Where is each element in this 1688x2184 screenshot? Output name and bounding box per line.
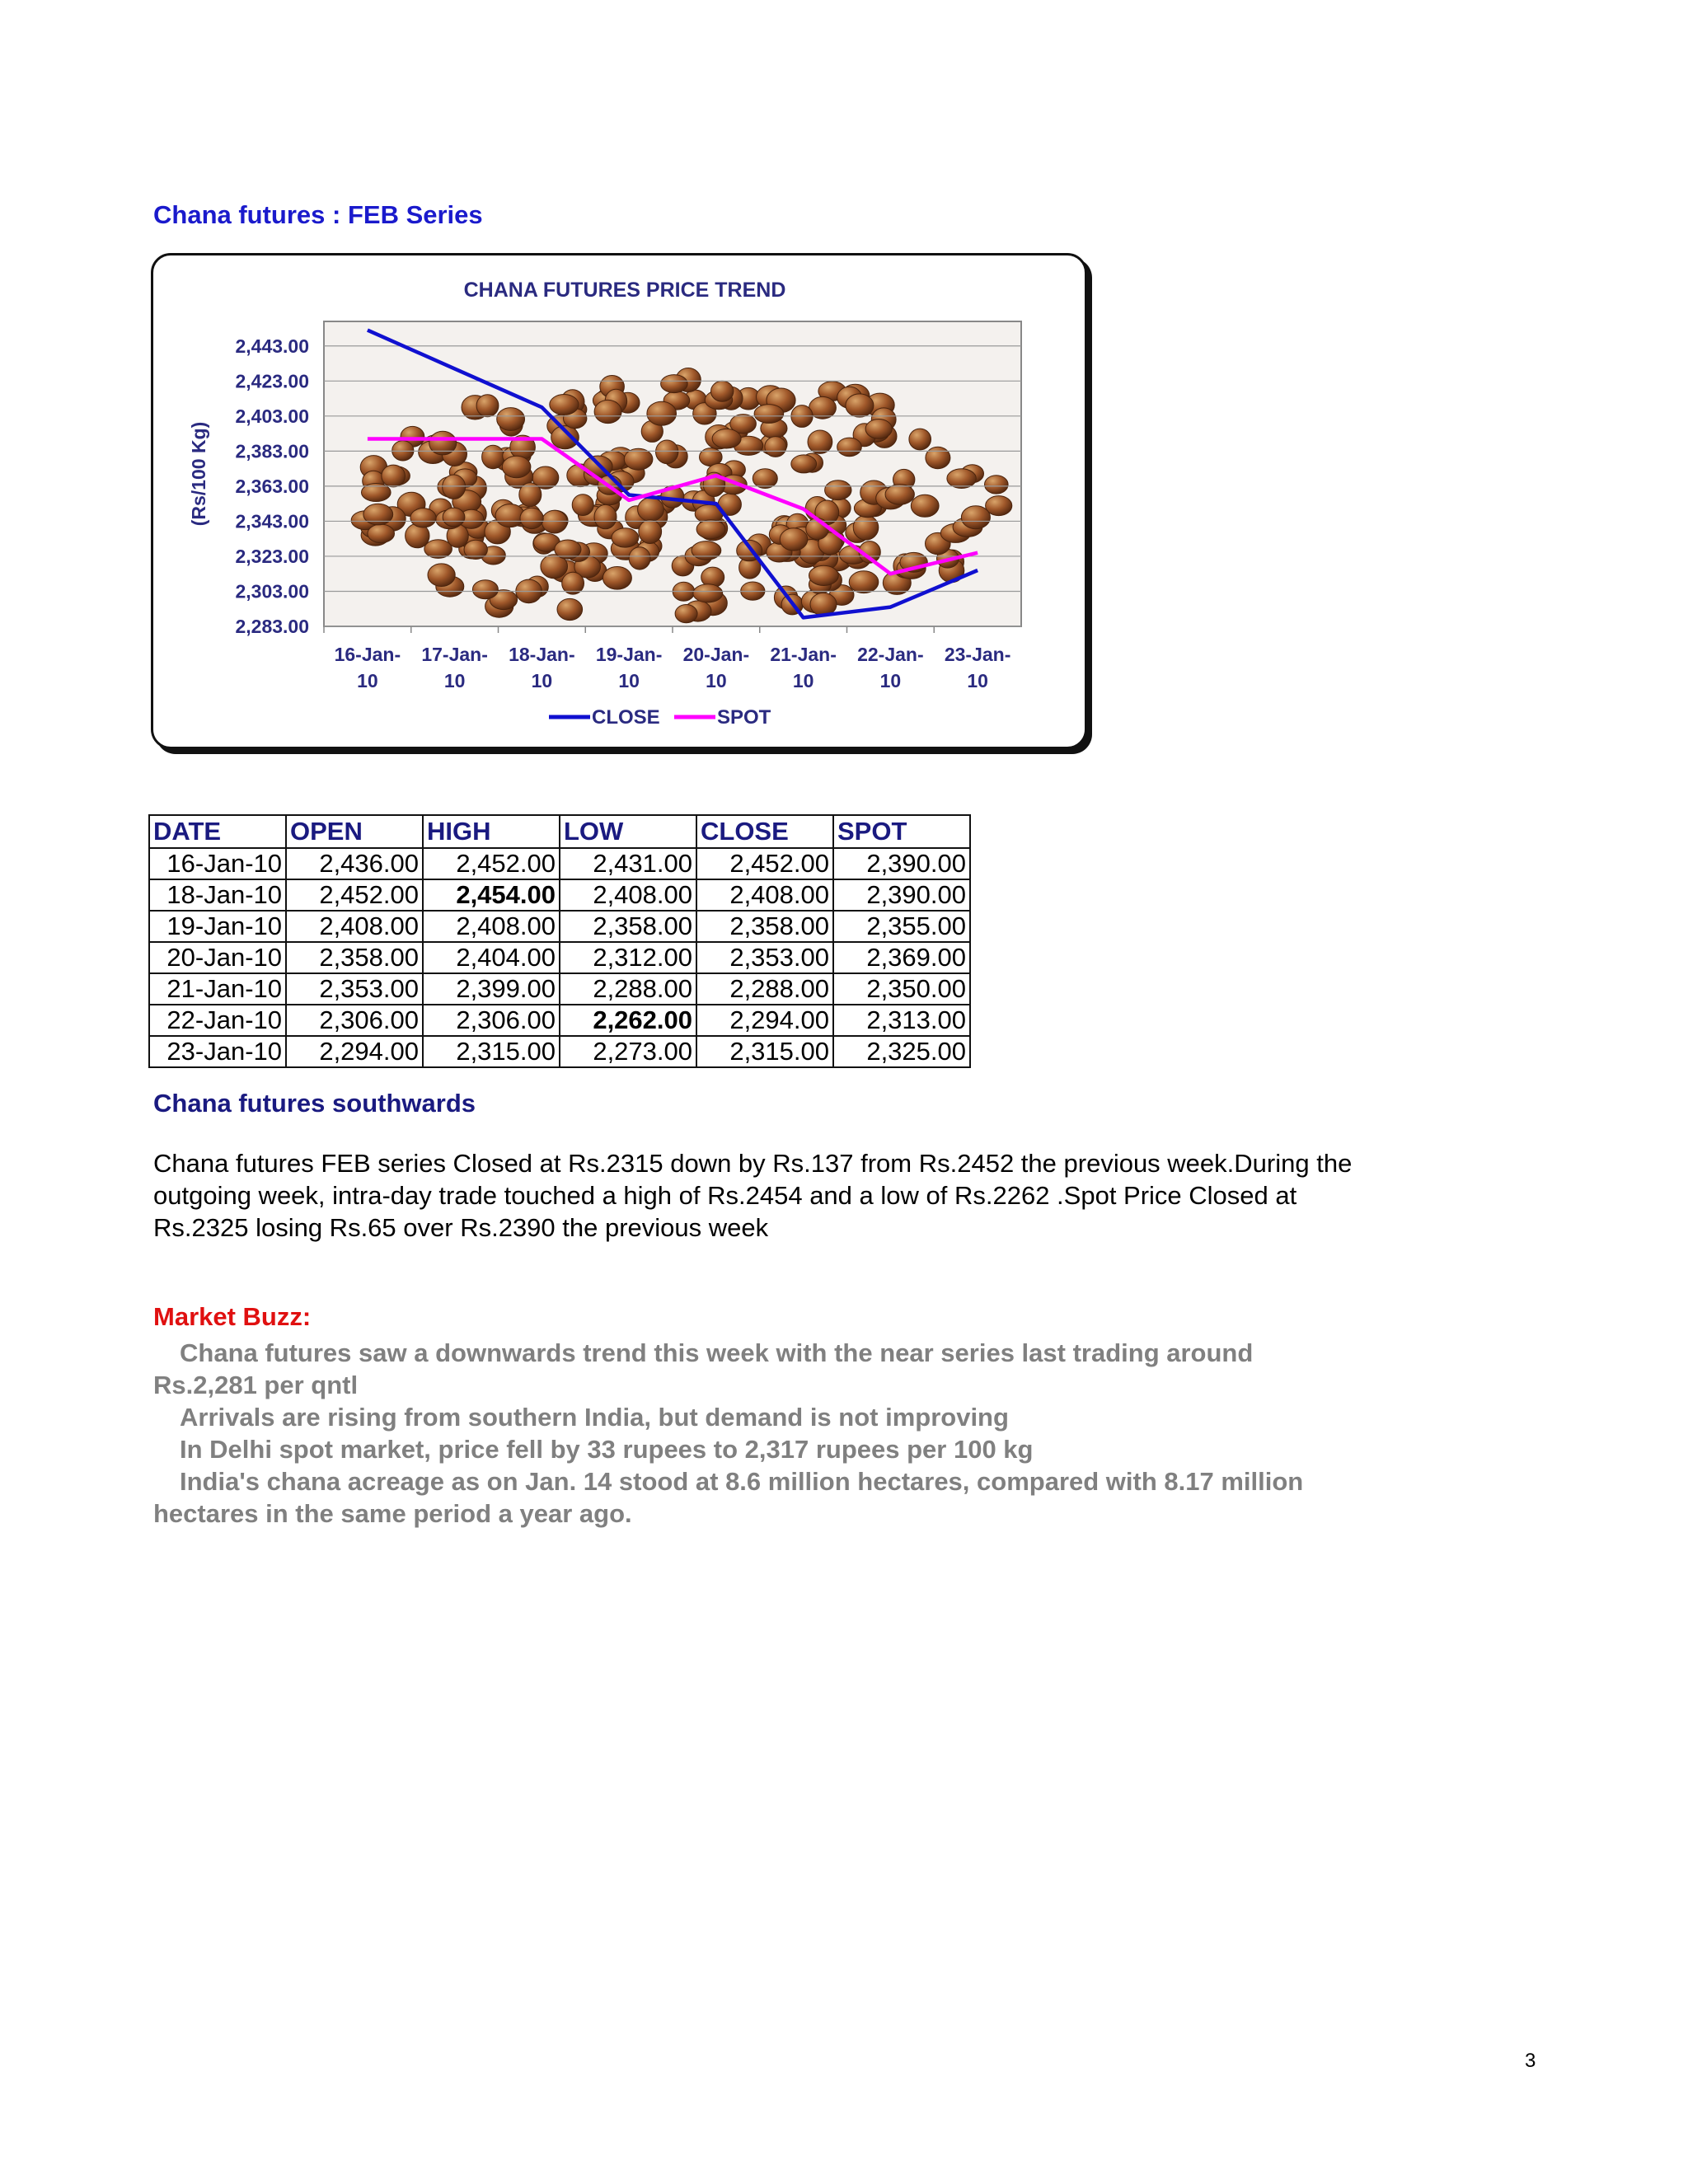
y-tick-label: 2,363.00 — [235, 475, 309, 497]
price-table — [148, 814, 971, 1068]
y-tick-label: 2,383.00 — [235, 440, 309, 462]
table-cell: 2,325.00 — [833, 1036, 970, 1067]
y-tick-label: 2,443.00 — [235, 335, 309, 357]
table-cell: 18-Jan-10 — [149, 879, 286, 911]
chart-canvas — [153, 255, 1085, 747]
table-cell: 2,436.00 — [286, 848, 423, 879]
x-tick-label: 10 — [618, 670, 640, 691]
price-trend-chart — [151, 253, 1087, 749]
grain — [711, 381, 734, 401]
table-cell: 16-Jan-10 — [149, 848, 286, 879]
table-row — [149, 1036, 970, 1067]
table-cell: 2,315.00 — [423, 1036, 560, 1067]
grain — [849, 571, 879, 593]
x-tick-label: 23-Jan- — [944, 644, 1011, 665]
grain — [961, 506, 990, 529]
table-cell: 2,399.00 — [423, 973, 560, 1005]
table-cell: 22-Jan-10 — [149, 1005, 286, 1036]
plot-area — [324, 321, 1021, 626]
grain — [809, 565, 839, 585]
grain — [911, 494, 939, 517]
grain — [638, 498, 664, 522]
table-cell: 2,306.00 — [286, 1005, 423, 1036]
column-header: SPOT — [833, 815, 970, 848]
grain — [696, 520, 725, 539]
table-cell: 2,288.00 — [696, 973, 833, 1005]
table-cell: 2,353.00 — [696, 942, 833, 973]
x-tick-label: 10 — [706, 670, 727, 691]
grain — [428, 564, 455, 587]
grain — [363, 504, 393, 525]
table-cell: 2,306.00 — [423, 1005, 560, 1036]
table-cell: 2,452.00 — [696, 848, 833, 879]
table-cell: 2,350.00 — [833, 973, 970, 1005]
buzz-item: India's chana acreage as on Jan. 14 stood at 8.6 million hectares, compared with 8.17 million hectares in the same period a year ago. — [153, 1467, 1304, 1528]
table-cell: 2,288.00 — [560, 973, 696, 1005]
grain — [482, 445, 504, 468]
grain — [656, 440, 678, 464]
table-cell: 2,358.00 — [286, 942, 423, 973]
x-tick-label: 21-Jan- — [770, 644, 837, 665]
grain — [765, 437, 786, 457]
grain — [780, 528, 808, 551]
table-cell: 2,408.00 — [286, 911, 423, 942]
grain — [754, 405, 784, 424]
grain — [647, 401, 677, 425]
chart-section-heading: Chana futures : FEB Series — [153, 200, 483, 229]
table-cell: 2,262.00 — [560, 1005, 696, 1036]
table-cell: 2,390.00 — [833, 879, 970, 911]
grain — [424, 540, 452, 559]
y-axis-label: (Rs/100 Kg) — [188, 421, 209, 527]
grain — [947, 469, 976, 489]
x-tick-label: 10 — [443, 670, 466, 691]
grain — [753, 469, 777, 489]
table-cell: 2,431.00 — [560, 848, 696, 879]
grain — [542, 510, 567, 533]
table-cell: 2,313.00 — [833, 1005, 970, 1036]
grain — [639, 520, 662, 544]
table-row — [149, 911, 970, 942]
table-cell: 2,273.00 — [560, 1036, 696, 1067]
grain — [629, 547, 650, 569]
grain — [612, 528, 639, 547]
column-header: DATE — [149, 815, 286, 848]
table-cell: 2,408.00 — [696, 879, 833, 911]
market-buzz-list — [153, 1337, 1348, 1530]
grain — [865, 419, 892, 439]
grain — [502, 456, 531, 478]
x-tick-label: 20-Jan- — [682, 644, 750, 665]
x-tick-label: 17-Jan- — [421, 644, 488, 665]
table-cell: 2,454.00 — [423, 879, 560, 911]
grain — [520, 508, 543, 528]
table-cell: 2,404.00 — [423, 942, 560, 973]
table-row — [149, 942, 970, 973]
table-cell: 2,408.00 — [423, 911, 560, 942]
grain — [675, 605, 697, 623]
buzz-item: Arrivals are rising from southern India, but demand is not improving — [180, 1403, 1009, 1432]
y-axis-ticks — [235, 335, 309, 637]
y-tick-label: 2,323.00 — [235, 545, 309, 567]
legend-label: SPOT — [717, 706, 771, 729]
x-tick-label: 18-Jan- — [509, 644, 575, 665]
table-header-row — [149, 815, 970, 848]
x-tick-label: 10 — [792, 670, 814, 691]
table-body — [149, 848, 970, 1067]
table-cell: 2,358.00 — [696, 911, 833, 942]
table-cell: 19-Jan-10 — [149, 911, 286, 942]
grain — [497, 408, 525, 431]
grain — [594, 504, 617, 528]
column-header: HIGH — [423, 815, 560, 848]
buzz-item: In Delhi spot market, price fell by 33 rupees to 2,317 rupees per 100 kg — [180, 1435, 1034, 1464]
table-cell: 2,312.00 — [560, 942, 696, 973]
grain — [557, 598, 583, 620]
grain — [572, 494, 593, 516]
grain — [443, 508, 465, 527]
table-cell: 21-Jan-10 — [149, 973, 286, 1005]
grain — [909, 429, 931, 450]
grain — [382, 465, 406, 487]
grain — [985, 476, 1009, 494]
grain — [791, 455, 817, 473]
grain — [825, 480, 851, 500]
grain — [661, 375, 688, 393]
x-tick-label: 10 — [967, 670, 988, 691]
y-tick-label: 2,403.00 — [235, 405, 309, 427]
grain — [603, 567, 631, 590]
table-cell: 2,355.00 — [833, 911, 970, 942]
grain — [712, 429, 741, 448]
grain — [472, 580, 498, 599]
grain — [368, 524, 395, 543]
table-cell: 23-Jan-10 — [149, 1036, 286, 1067]
x-tick-label: 10 — [879, 670, 902, 691]
column-header: CLOSE — [696, 815, 833, 848]
chart-title: CHANA FUTURES PRICE TREND — [463, 279, 786, 302]
grain — [837, 438, 862, 457]
x-axis-ticks — [324, 626, 1010, 691]
grain — [885, 485, 914, 505]
x-tick-label: 16-Jan- — [334, 644, 401, 665]
page-number: 3 — [1525, 2050, 1536, 2072]
grain — [443, 475, 466, 499]
table-row — [149, 973, 970, 1005]
grain — [846, 394, 874, 417]
grain — [624, 448, 653, 470]
y-tick-label: 2,343.00 — [235, 510, 309, 532]
market-buzz-heading: Market Buzz: — [153, 1302, 312, 1331]
buzz-item: Chana futures saw a downwards trend this week with the near series last trading around Rs.2,281 per qntl — [153, 1338, 1254, 1399]
y-tick-label: 2,303.00 — [235, 580, 309, 602]
grain — [692, 541, 721, 560]
summary-paragraph: Chana futures FEB series Closed at Rs.2315 down by Rs.137 from Rs.2452 the previous week.During the outgoing week, intra-day trade touched a high of Rs.2454 and a low of Rs.2262 .Spot Price Closed at Rs.2325 losing Rs.65 over Rs.2390 the previous week — [153, 1149, 1353, 1242]
table-row — [149, 1005, 970, 1036]
grain — [550, 395, 579, 415]
grain — [808, 430, 832, 453]
grain — [410, 509, 436, 527]
plot-frame — [324, 321, 1021, 626]
y-tick-label: 2,423.00 — [235, 370, 309, 392]
legend-label: CLOSE — [592, 706, 660, 729]
grain — [594, 400, 621, 423]
column-header: LOW — [560, 815, 696, 848]
table-cell: 20-Jan-10 — [149, 942, 286, 973]
table-cell: 2,408.00 — [560, 879, 696, 911]
table-cell: 2,294.00 — [286, 1036, 423, 1067]
column-header: OPEN — [286, 815, 423, 848]
x-tick-label: 10 — [357, 670, 378, 691]
x-tick-label: 22-Jan- — [857, 644, 924, 665]
table-row — [149, 879, 970, 911]
x-tick-label: 19-Jan- — [595, 644, 663, 665]
x-tick-label: 10 — [531, 670, 553, 691]
table-cell: 2,358.00 — [560, 911, 696, 942]
table-cell: 2,294.00 — [696, 1005, 833, 1036]
grain — [693, 584, 723, 602]
y-tick-label: 2,283.00 — [235, 616, 309, 637]
table-cell: 2,353.00 — [286, 973, 423, 1005]
table-cell: 2,315.00 — [696, 1036, 833, 1067]
table-row — [149, 848, 970, 879]
grain — [476, 395, 499, 417]
grain — [853, 515, 879, 540]
chart-legend — [549, 706, 771, 729]
summary-heading: Chana futures southwards — [153, 1089, 476, 1118]
grain — [926, 447, 950, 468]
table-cell: 2,390.00 — [833, 848, 970, 879]
table-cell: 2,369.00 — [833, 942, 970, 973]
table-cell: 2,452.00 — [423, 848, 560, 879]
table-cell: 2,452.00 — [286, 879, 423, 911]
